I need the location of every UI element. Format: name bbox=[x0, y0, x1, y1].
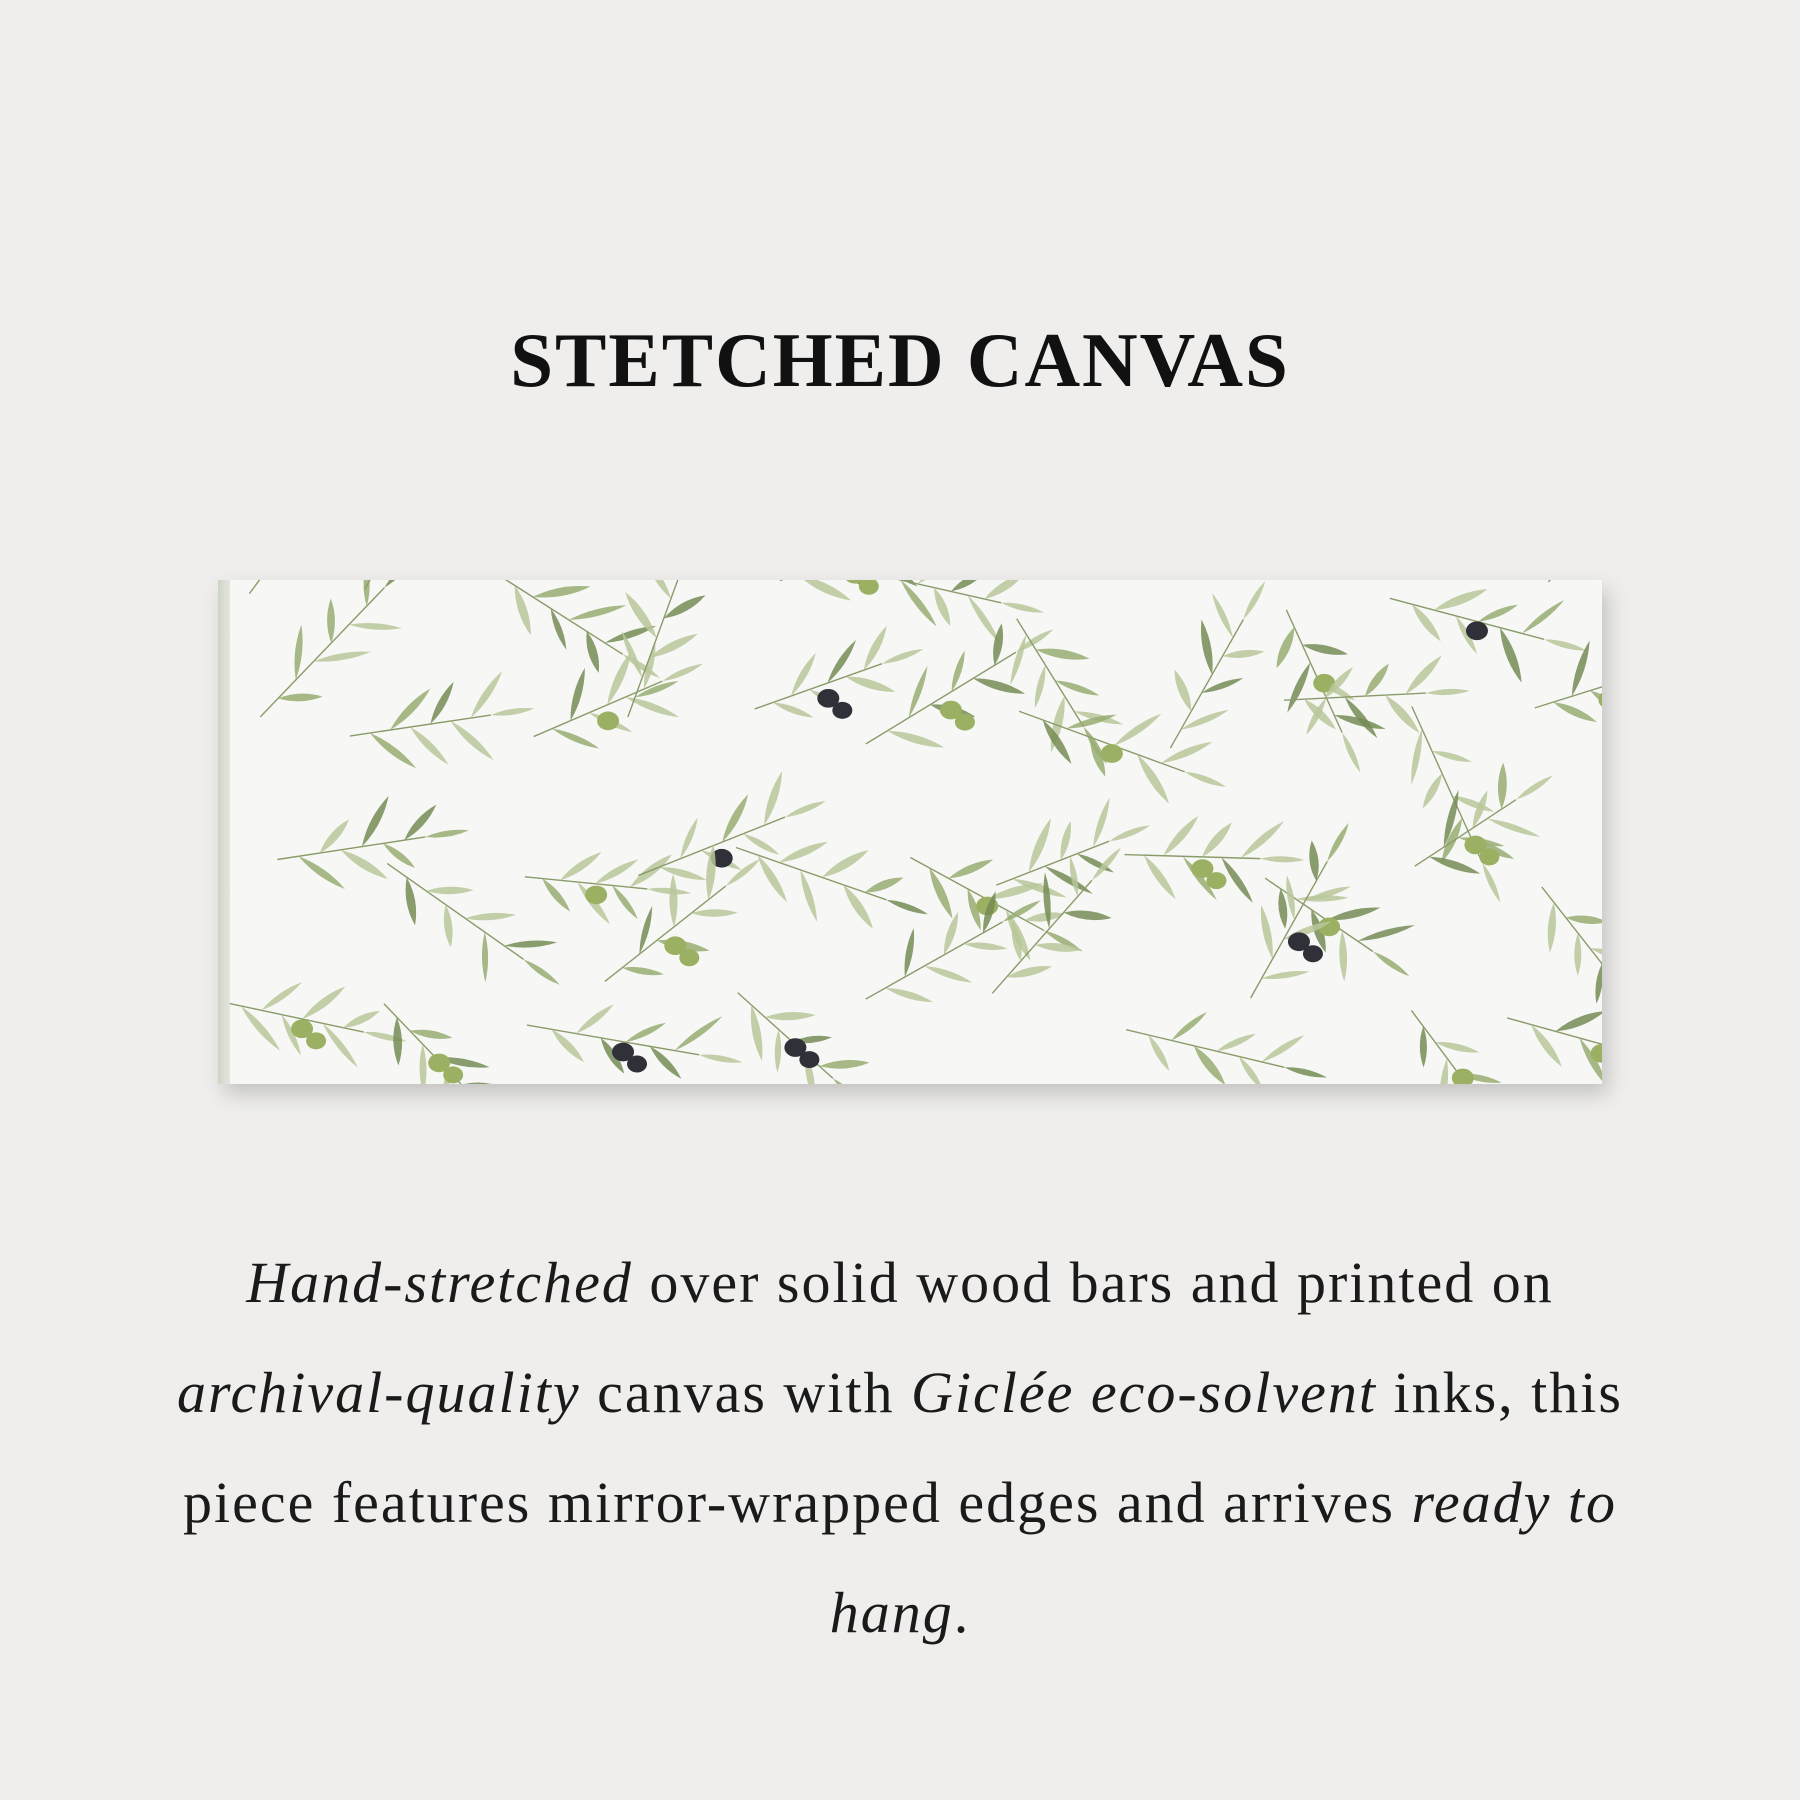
description-italic-giclee: Giclée eco-solvent bbox=[911, 1360, 1377, 1425]
description-italic-archival: archival-quality bbox=[177, 1360, 581, 1425]
description-text-2: canvas with bbox=[580, 1360, 912, 1425]
page-title: STETCHED CANVAS bbox=[510, 317, 1290, 403]
description-italic-hand-stretched: Hand-stretched bbox=[246, 1250, 633, 1315]
description-italic-ready-to-hang: ready to hang bbox=[829, 1470, 1618, 1645]
description-text-4: . bbox=[953, 1580, 971, 1645]
description-text-3: inks, this piece features mirror-wrapped edges and arrives bbox=[182, 1360, 1623, 1535]
olive-branch-artwork bbox=[230, 580, 1602, 1084]
product-description bbox=[150, 1228, 1650, 1668]
olive-branch-pattern-icon bbox=[230, 580, 1602, 1084]
description-text-1: over solid wood bars and printed on bbox=[632, 1250, 1554, 1315]
canvas-print bbox=[218, 580, 1602, 1084]
